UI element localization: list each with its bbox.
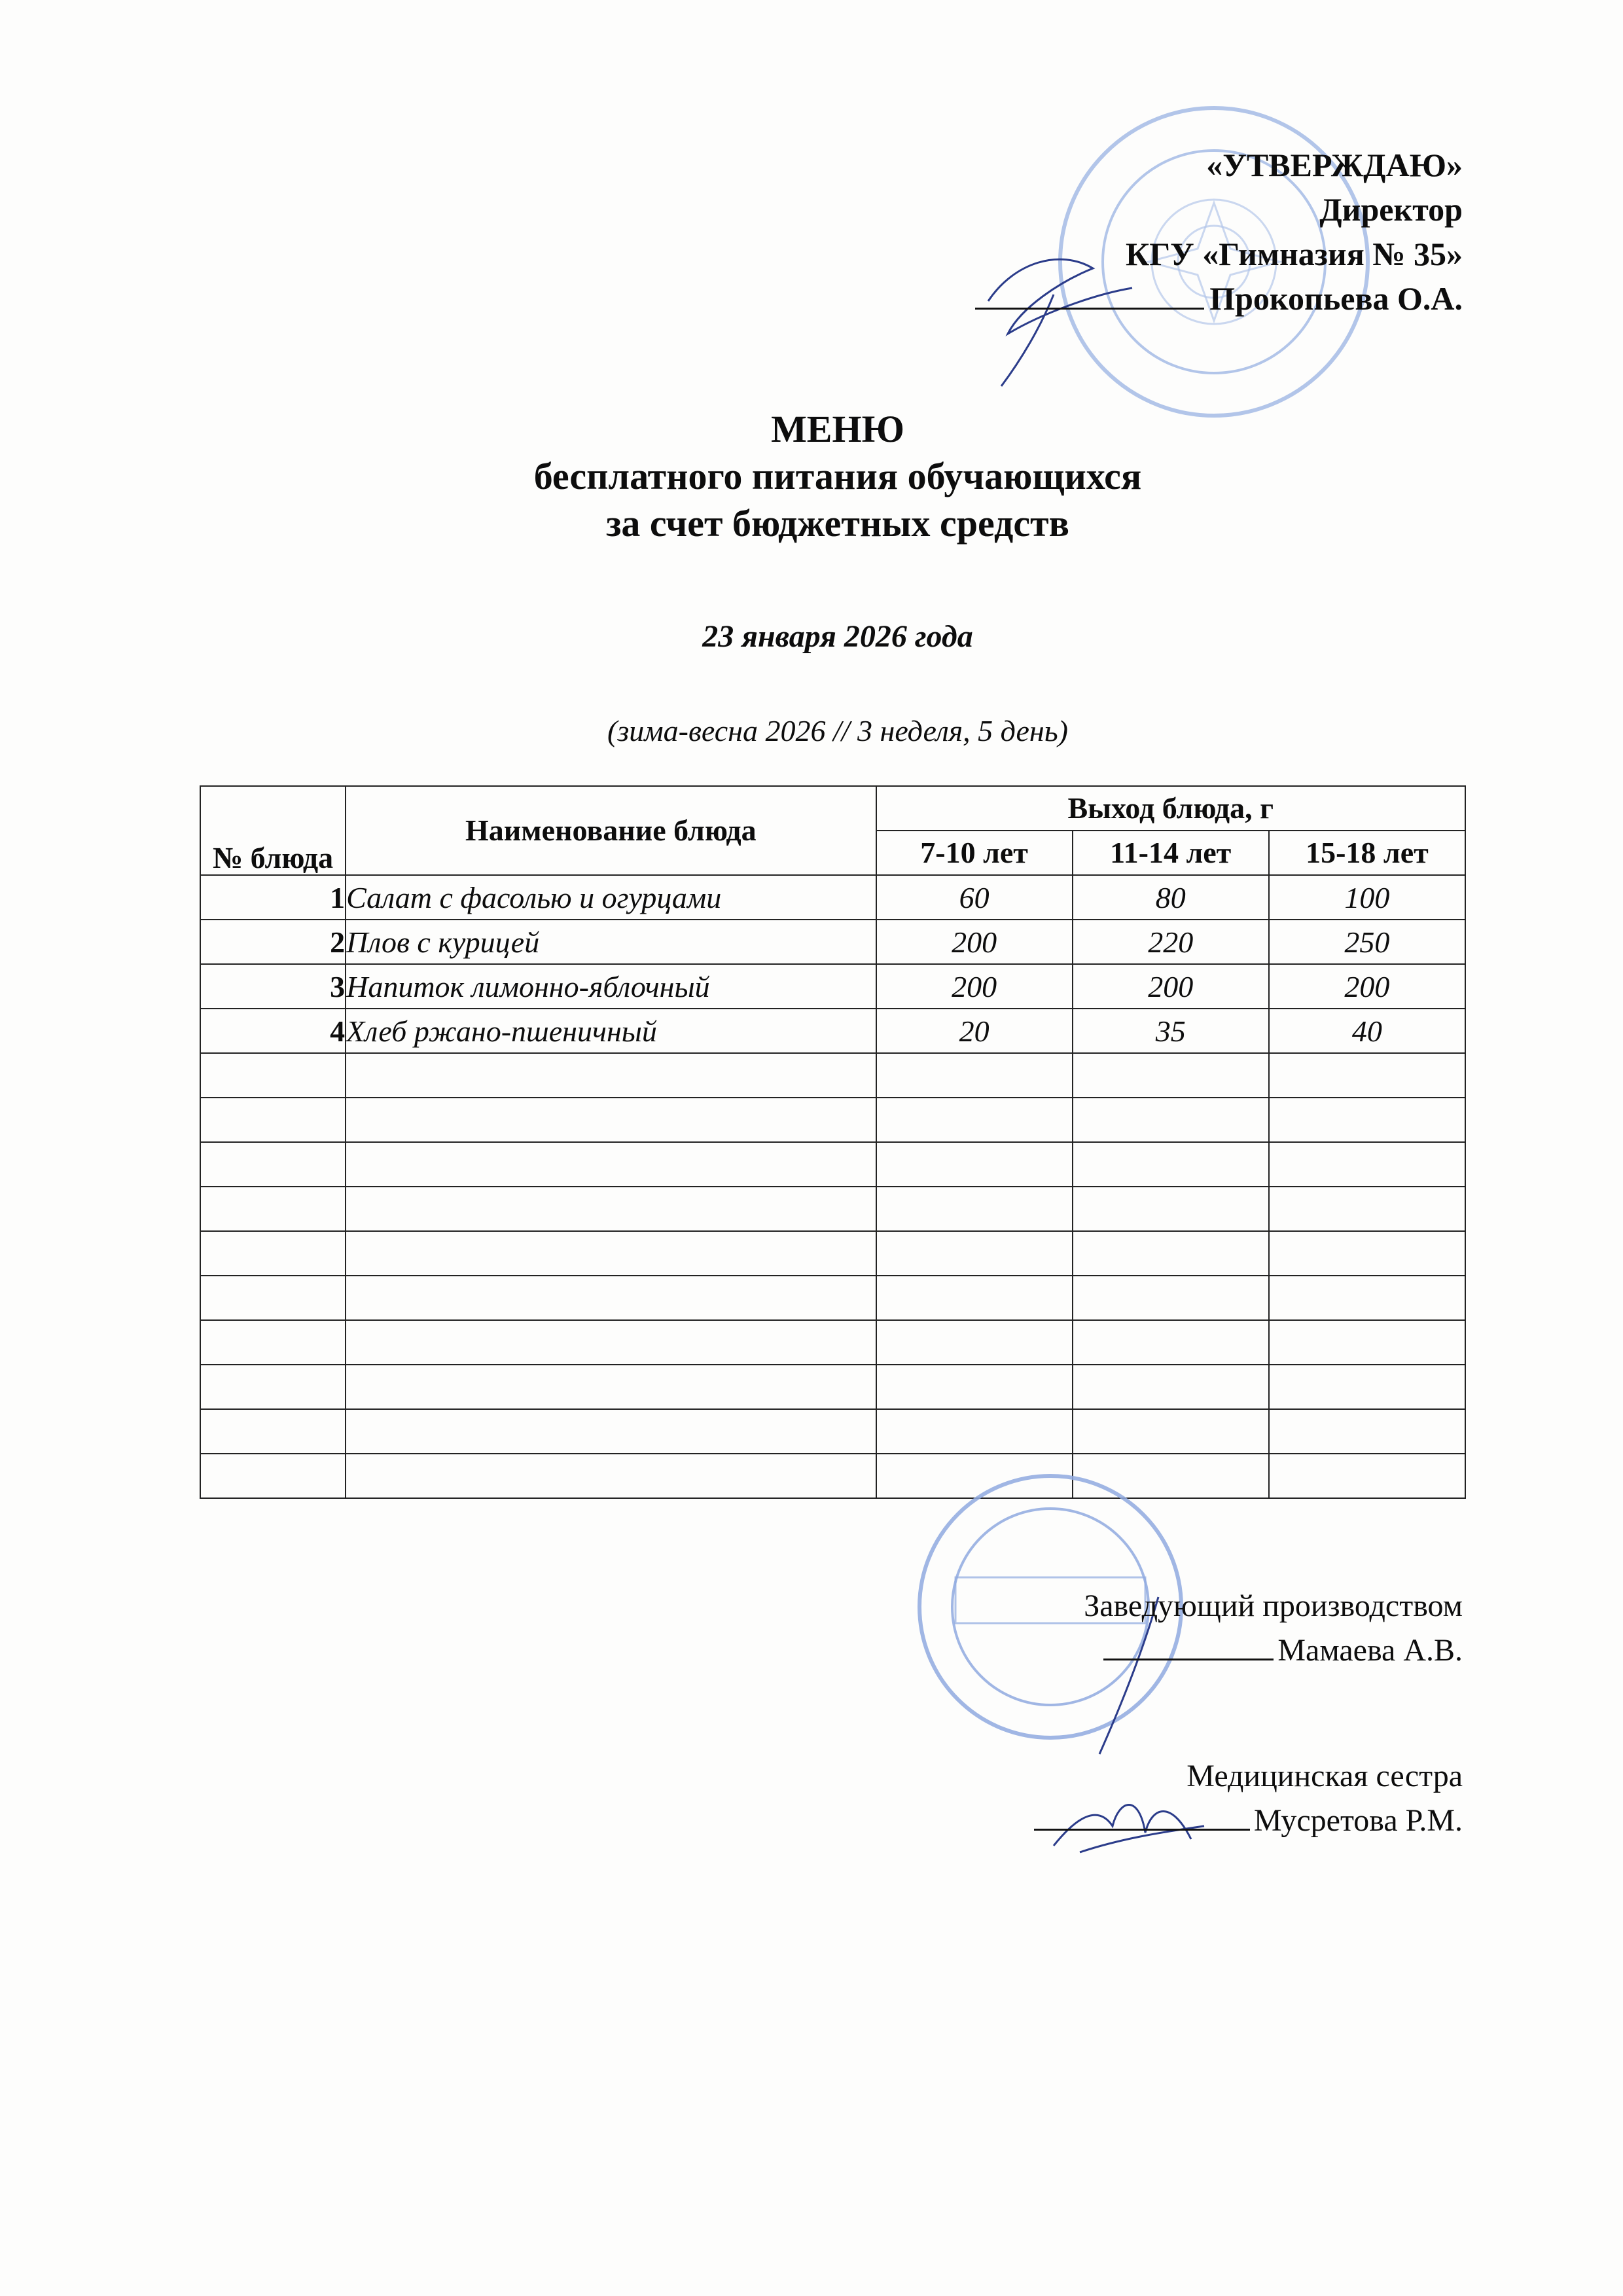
dish-number: 2 <box>200 920 346 964</box>
title-line-1: МЕНЮ <box>771 408 904 450</box>
header-age-11-14: 11-14 лет <box>1073 831 1269 875</box>
dish-name: Салат с фасолью и огурцами <box>346 875 876 920</box>
header-output: Выход блюда, г <box>876 786 1465 831</box>
empty-row <box>200 1454 1465 1498</box>
menu-table <box>200 785 1466 1499</box>
production-manager-block <box>1084 1584 1463 1673</box>
output-11-14: 220 <box>1073 920 1269 964</box>
empty-row <box>200 1142 1465 1187</box>
approval-position: Директор <box>1319 191 1463 228</box>
table-row <box>200 920 1465 964</box>
output-11-14: 35 <box>1073 1009 1269 1053</box>
approval-heading: «УТВЕРЖДАЮ» <box>1206 147 1463 183</box>
empty-row <box>200 1098 1465 1142</box>
nurse-block <box>1034 1754 1463 1843</box>
dish-name: Хлеб ржано-пшеничный <box>346 1009 876 1053</box>
dish-number: 3 <box>200 964 346 1009</box>
nurse-name: Мусретова Р.М. <box>1253 1803 1463 1838</box>
output-7-10: 200 <box>876 920 1073 964</box>
empty-row <box>200 1409 1465 1454</box>
table-row <box>200 875 1465 920</box>
table-row <box>200 1009 1465 1053</box>
approval-block <box>975 143 1463 321</box>
menu-date: 23 января 2026 года <box>702 619 973 654</box>
output-15-18: 250 <box>1269 920 1465 964</box>
empty-row <box>200 1276 1465 1320</box>
output-15-18: 40 <box>1269 1009 1465 1053</box>
signature-line <box>975 279 1204 310</box>
header-dish-name: Наименование блюда <box>346 786 876 875</box>
header-dish-number: № блюда <box>200 786 346 875</box>
dish-name: Плов с курицей <box>346 920 876 964</box>
signature-line <box>1103 1632 1274 1660</box>
output-7-10: 200 <box>876 964 1073 1009</box>
output-15-18: 200 <box>1269 964 1465 1009</box>
approval-name: Прокопьева О.А. <box>1209 280 1463 317</box>
empty-row <box>200 1187 1465 1231</box>
header-age-15-18: 15-18 лет <box>1269 831 1465 875</box>
output-7-10: 60 <box>876 875 1073 920</box>
title-line-3: за счет бюджетных средств <box>606 502 1069 545</box>
production-manager-title: Заведующий производством <box>1084 1588 1463 1623</box>
signature-line <box>1034 1803 1250 1831</box>
empty-row <box>200 1320 1465 1365</box>
table-row <box>200 964 1465 1009</box>
empty-row <box>200 1365 1465 1409</box>
output-11-14: 200 <box>1073 964 1269 1009</box>
production-manager-name: Мамаева А.В. <box>1277 1633 1463 1668</box>
title-line-2: бесплатного питания обучающихся <box>533 455 1142 497</box>
output-11-14: 80 <box>1073 875 1269 920</box>
output-15-18: 100 <box>1269 875 1465 920</box>
document-title <box>393 406 1283 547</box>
header-age-7-10: 7-10 лет <box>876 831 1073 875</box>
dish-number: 4 <box>200 1009 346 1053</box>
empty-row <box>200 1053 1465 1098</box>
output-7-10: 20 <box>876 1009 1073 1053</box>
dish-name: Напиток лимонно-яблочный <box>346 964 876 1009</box>
empty-row <box>200 1231 1465 1276</box>
dish-number: 1 <box>200 875 346 920</box>
menu-season: (зима-весна 2026 // 3 неделя, 5 день) <box>607 714 1068 747</box>
nurse-title: Медицинская сестра <box>1186 1759 1463 1793</box>
approval-organization: КГУ «Гимназия № 35» <box>1125 236 1463 272</box>
